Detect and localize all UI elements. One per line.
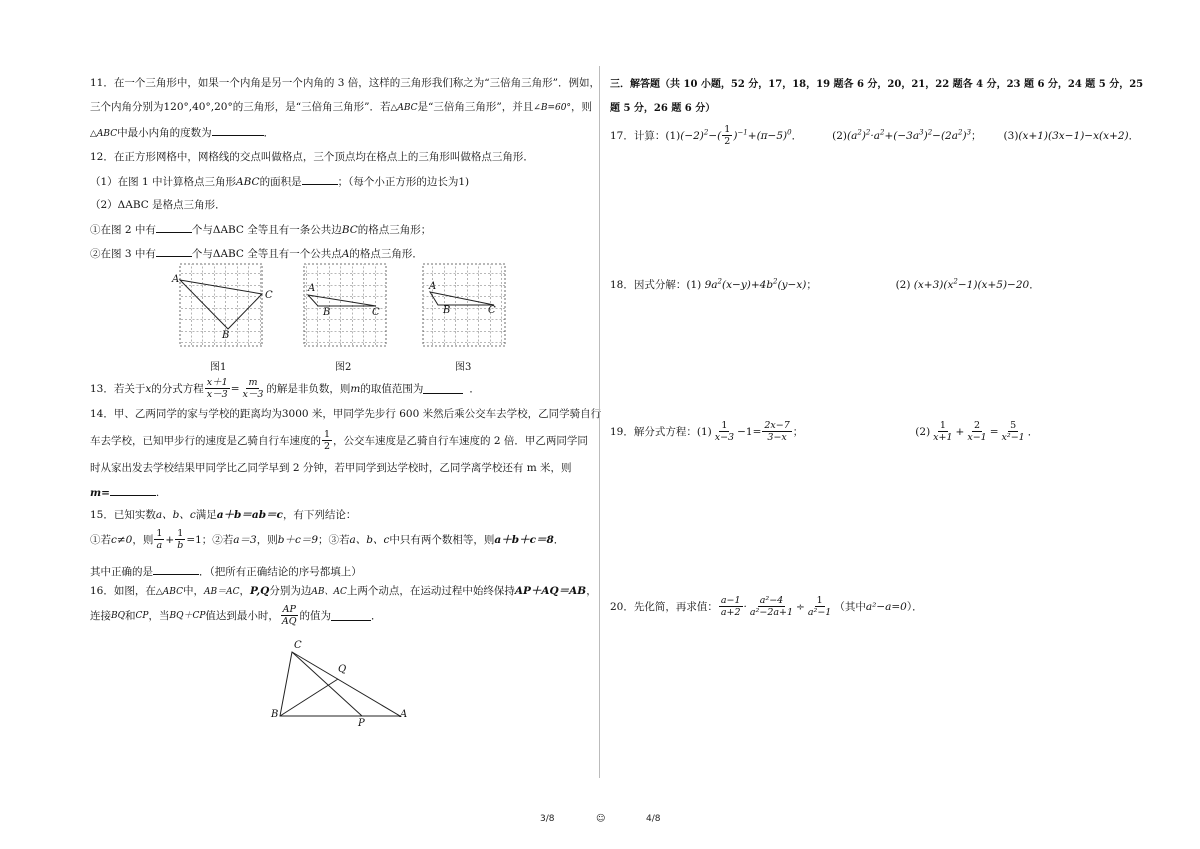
- numerator: 1: [177, 528, 184, 539]
- q12-abc: ABC: [236, 176, 260, 188]
- exp: 2: [927, 128, 933, 136]
- section3-heading-line1: 三．解答题（共 10 小题，52 分，17，18，19 题各 6 分，20，21，22 题各 4 分，23 题 6 分，24 题 5 分，25: [610, 79, 1144, 90]
- q17-part2: [847, 129, 971, 143]
- q18-part2-label: (2): [895, 279, 911, 291]
- q14-m: m=: [90, 487, 110, 499]
- denominator: 2: [324, 441, 331, 452]
- fig3-label-c: C: [488, 305, 496, 316]
- expr: (−2): [680, 129, 704, 142]
- q12-line3: （2）ΔABC 是格点三角形．: [90, 199, 226, 211]
- q16-text: 连接: [90, 609, 111, 622]
- q16-figure: [280, 652, 420, 732]
- plus-sign: +: [165, 533, 175, 546]
- exp: 2: [773, 277, 778, 286]
- answer-blank[interactable]: [302, 174, 338, 185]
- expr: −(: [708, 129, 722, 142]
- q11-triangle: △ABC: [90, 129, 118, 139]
- q16-seg: CP: [135, 610, 149, 621]
- q16-label-c: C: [294, 640, 302, 651]
- q15-text: 15．已知实数: [90, 509, 156, 521]
- q16-label-b: B: [271, 709, 279, 720]
- exp: 2: [703, 128, 709, 136]
- plus-sign: +: [955, 425, 965, 438]
- expr: ): [962, 129, 967, 142]
- q12-text: 个与ΔABC 全等且有一条公共边: [191, 224, 342, 236]
- q20-frac2: [748, 595, 795, 618]
- answer-blank[interactable]: [423, 383, 463, 394]
- q13-text: 的取值范围为: [360, 382, 424, 395]
- q16-label-p: P: [358, 718, 365, 729]
- q14-text: 车去学校，已知甲步行的速度是乙骑自行车速度的: [90, 434, 321, 447]
- q17-part3-label: (3): [1003, 129, 1019, 142]
- q11-angles: 120°,40°,20°: [163, 101, 233, 113]
- question-17: [610, 124, 1139, 147]
- expr: +(π−5): [747, 129, 788, 142]
- q14-line2: [90, 429, 588, 452]
- denominator: a: [156, 540, 163, 551]
- q16-text: 的值为: [299, 609, 332, 622]
- q13-var: x: [145, 382, 152, 395]
- q16-text: 分别为边: [269, 585, 312, 597]
- q16-triangle: △ABC: [155, 587, 183, 597]
- expr: +(−3a: [884, 129, 920, 142]
- exp: −1: [737, 128, 748, 136]
- q15-vars: a、b、c: [155, 509, 196, 521]
- question-20: [610, 595, 923, 618]
- section3-heading-line2: 题 5 分，26 题 6 分）: [610, 103, 716, 114]
- denominator: a²−2a+1: [749, 607, 794, 618]
- numerator: 1: [816, 595, 823, 606]
- q11-text: 中最小内角的度数为: [117, 127, 212, 139]
- q12-text: 的面积是: [259, 176, 302, 188]
- question-13: [90, 377, 480, 400]
- q20-frac3: [806, 595, 833, 618]
- q13-var: m: [350, 382, 361, 395]
- q12-a: A: [341, 248, 350, 260]
- expr: ): [923, 129, 928, 142]
- exp: 2: [880, 128, 885, 136]
- q17-part1b: [733, 129, 791, 143]
- q18-text: ；: [806, 279, 817, 291]
- q15-text: 其中正确的是: [90, 566, 153, 578]
- q14-line3: 时从家出发去学校结果甲同学比乙同学早到 2 分钟，若甲同学到达学校时，乙同学离学校还有 m 米，则: [90, 462, 572, 474]
- q14-text: .: [155, 487, 160, 499]
- numerator: 2x−7: [764, 420, 790, 431]
- figure-2: [304, 264, 386, 346]
- q20-text: （其中: [834, 600, 866, 613]
- expr: ·a: [870, 129, 880, 142]
- fig2-caption: 图2: [335, 362, 352, 373]
- q19-frac1: [713, 420, 736, 443]
- q15-text: ，则: [256, 533, 278, 546]
- exp: 2: [865, 128, 871, 136]
- q15-text: ；③若: [318, 533, 350, 546]
- q11-triangle: △ABC: [390, 103, 418, 113]
- q16-text: 上两个动点，在运动过程中始终保持: [346, 585, 515, 597]
- q17-text: ；: [971, 129, 982, 142]
- smiley-icon: ☺: [596, 814, 606, 824]
- equals-sign: =: [230, 382, 240, 395]
- q16-seg: BQ＋CP: [169, 610, 206, 621]
- exp: 2: [953, 277, 958, 286]
- q11-line1: 11．在一个三角形中，如果一个内角是另一个内角的 3 倍，这样的三角形我们称之为“三倍角三角形”．例如，: [90, 77, 600, 89]
- q17-label: 17．计算：(1): [610, 129, 681, 142]
- q15-text: =1；②若: [186, 533, 234, 546]
- q16-ratio: [280, 604, 299, 627]
- q15-line3: [90, 564, 362, 579]
- exp: 0: [787, 128, 792, 136]
- fig3-label-a: A: [429, 281, 437, 292]
- exp: 2: [857, 128, 862, 136]
- exp: 3: [966, 128, 972, 136]
- q13-fraction-left: [205, 377, 230, 400]
- fig2-label-b: B: [323, 307, 331, 318]
- q14-half: [322, 429, 332, 452]
- expr: ): [861, 129, 866, 142]
- answer-blank[interactable]: [212, 125, 264, 136]
- fig3-label-b: B: [443, 305, 451, 316]
- dot-operator: ·: [743, 600, 747, 613]
- q16-text: 和: [125, 609, 136, 622]
- numerator: 1: [324, 429, 331, 440]
- q16-line2: [90, 604, 382, 627]
- figure-1: [180, 264, 262, 346]
- q17-part1: [680, 129, 721, 143]
- q15-expr: c≠0: [111, 533, 133, 546]
- numerator: a−1: [720, 595, 741, 606]
- denominator: a²−1: [807, 607, 832, 618]
- q20-text: ）．: [906, 600, 923, 613]
- q11-text: 的三角形，是“三倍角三角形”．若: [232, 101, 391, 113]
- q18-text: ．: [1029, 279, 1040, 291]
- q13-text: ．: [469, 382, 480, 395]
- q12-text: ①在图 2 中有: [90, 224, 156, 236]
- answer-blank[interactable]: [110, 485, 156, 496]
- q12-text: 的格点三角形．: [349, 248, 423, 260]
- q17-text: ．: [791, 129, 803, 142]
- q15-expr: b＋c＝9: [277, 533, 319, 546]
- numerator: a²−4: [759, 595, 784, 606]
- denominator: 2: [724, 136, 731, 147]
- q13-text: 13．若关于: [90, 382, 146, 395]
- q15-text: ，有下列结论：: [282, 509, 357, 521]
- q11-angle-b: ∠B=60°: [533, 103, 571, 113]
- q15-frac-b: [175, 528, 185, 551]
- q11-line3: [90, 125, 274, 141]
- answer-blank[interactable]: [331, 610, 371, 621]
- q17-part3: (x+1)(3x−1)−x(x+2): [1018, 129, 1129, 142]
- q12-text: 个与ΔABC 全等且有一个公共点: [191, 248, 342, 260]
- fig2-label-c: C: [372, 307, 380, 318]
- q19-part2-label: (2): [915, 425, 931, 438]
- expr: ): [733, 129, 738, 142]
- q16-text: 值达到最小时，: [205, 609, 279, 622]
- numerator: 1: [724, 124, 731, 135]
- q17-half: [722, 124, 732, 147]
- denominator: x－3: [242, 389, 264, 400]
- equals-sign: =: [989, 425, 999, 438]
- expr: −(2a: [932, 129, 958, 142]
- q20-frac1: [719, 595, 743, 618]
- q16-seg: BQ: [111, 610, 125, 621]
- fig1-label-c: C: [265, 290, 273, 301]
- exp: 2: [958, 128, 963, 136]
- q13-text: 的分式方程: [151, 382, 204, 395]
- q12-line1: 12．在正方形网格中，网格线的交点叫做格点，三个顶点均在格点上的三角形叫做格点三角形．: [90, 151, 534, 163]
- fig2-label-a: A: [308, 283, 316, 294]
- q12-text: ；（每个小正方形的边长为1): [337, 176, 470, 188]
- q16-text: ，当: [148, 609, 170, 622]
- q12-text: ②在图 3 中有: [90, 248, 156, 260]
- denominator: 3−x: [767, 432, 787, 443]
- q15-frac-a: [154, 528, 164, 551]
- q14-text: ，公交车速度是乙骑自行车速度的 2 倍．甲乙两同学同: [333, 434, 588, 447]
- denominator: AQ: [281, 616, 297, 627]
- page-number-left: 3/8: [540, 814, 555, 824]
- q15-line2: [90, 528, 564, 551]
- answer-blank[interactable]: [156, 222, 192, 233]
- answer-blank[interactable]: [156, 246, 192, 257]
- q12-line2: [90, 174, 469, 189]
- column-divider: [599, 66, 600, 778]
- numerator: 5: [1010, 420, 1017, 431]
- q16-line1: [90, 584, 597, 599]
- numerator: x＋1: [206, 377, 228, 388]
- q19-frac3: [931, 420, 954, 443]
- q14-line4: [90, 485, 159, 500]
- expr: −1)(x+5)−20: [957, 279, 1030, 291]
- q16-pq: P,Q: [249, 585, 270, 597]
- q18-part2: [914, 279, 1029, 291]
- q13-text: 的解是非负数，则: [266, 382, 351, 395]
- q19-text: −1=: [737, 425, 762, 438]
- exp: 3: [919, 128, 924, 136]
- denominator: x²−1: [1001, 432, 1025, 443]
- q11-text: ．: [263, 127, 275, 139]
- exp: 2: [717, 277, 722, 286]
- q20-condition: a²−a=0: [865, 600, 907, 613]
- q11-text: ，则: [570, 101, 592, 113]
- expr: 9a: [704, 279, 718, 291]
- q15-expr: a＝3: [233, 533, 257, 546]
- q17-part2-label: (2): [832, 129, 847, 142]
- q19-text: ；: [792, 425, 804, 438]
- q11-text: 三个内角分别为: [90, 101, 164, 113]
- q12-text: （1）在图 1 中计算格点三角形: [90, 176, 237, 188]
- fig1-label-a: A: [172, 274, 180, 285]
- denominator: x+1: [933, 432, 953, 443]
- q19-label: 19．解分式方程：(1): [610, 425, 712, 438]
- q15-text: ．: [553, 533, 565, 546]
- expr: (x+3)(x: [913, 279, 954, 291]
- page-number-right: 4/8: [646, 814, 661, 824]
- q15-text: ，则: [132, 533, 154, 546]
- numerator: 1: [156, 528, 163, 539]
- denominator: a+2: [720, 607, 741, 618]
- q18-part1: [705, 279, 807, 291]
- q19-frac2: [762, 420, 791, 443]
- q16-label-a: A: [400, 709, 408, 720]
- fig3-caption: 图3: [455, 362, 472, 373]
- q14-line1: 14．甲、乙两同学的家与学校的距离均为3000 米，甲同学先步行 600 米然后乘公交车去学校，乙同学骑自行: [90, 408, 602, 420]
- q15-condition: a＋b＝ab＝c: [216, 509, 283, 521]
- denominator: x−1: [967, 432, 987, 443]
- answer-blank[interactable]: [153, 564, 199, 575]
- fig1-label-b: B: [222, 330, 230, 341]
- q16-expr: AP＋AQ＝AB: [514, 585, 587, 597]
- expr: (x−y)+4b: [722, 279, 774, 291]
- q16-text: ，: [239, 585, 250, 597]
- divide-operator: ÷: [796, 600, 805, 613]
- q16-label-q: Q: [338, 664, 347, 675]
- q19-text: ．: [1027, 425, 1039, 438]
- q15-vars: a、b、c: [349, 533, 390, 546]
- expr: (a: [846, 129, 858, 142]
- q19-frac4: [965, 420, 988, 443]
- q20-label: 20．先化简，再求值：: [610, 600, 718, 613]
- numerator: 2: [974, 420, 981, 431]
- fig1-caption: 图1: [210, 362, 227, 373]
- numerator: m: [248, 377, 258, 388]
- q15-expr: a＋b＋c＝8: [494, 533, 554, 546]
- q15-line1: [90, 508, 356, 522]
- q12-text: 的格点三角形；: [357, 224, 432, 236]
- question-19: [610, 420, 1038, 443]
- expr: (y−x): [777, 279, 807, 291]
- q16-text: ．: [371, 609, 382, 622]
- denominator: x−3: [714, 432, 735, 443]
- q15-text: 中只有两个数相等，则: [389, 533, 495, 546]
- numerator: 1: [939, 420, 946, 431]
- numerator: AP: [282, 604, 296, 615]
- q13-fraction-right: [241, 377, 266, 400]
- q12-bc: BC: [341, 224, 358, 236]
- q17-text: ．: [1128, 129, 1140, 142]
- denominator: b: [177, 540, 184, 551]
- q16-expr: AB＝AC: [203, 587, 240, 597]
- q15-text: ①若: [90, 533, 111, 546]
- q16-text: 中，: [182, 585, 204, 597]
- q11-text: 是“三倍角三角形”，并且: [417, 101, 534, 113]
- q12-line5: [90, 246, 423, 261]
- q11-line2: [90, 100, 592, 115]
- denominator: x－3: [206, 389, 228, 400]
- q18-label: 18．因式分解：(1): [610, 279, 702, 291]
- q16-sides: AB、AC: [311, 587, 347, 597]
- q12-line4: [90, 222, 431, 237]
- q15-text: ．（把所有正确结论的序号都填上）: [199, 566, 362, 578]
- question-18: [610, 278, 1040, 292]
- q19-frac5: [1000, 420, 1027, 443]
- q15-text: 满足: [195, 509, 217, 521]
- q16-text: ，: [586, 585, 597, 597]
- numerator: 1: [721, 420, 728, 431]
- q16-text: 16．如图，在: [90, 585, 156, 597]
